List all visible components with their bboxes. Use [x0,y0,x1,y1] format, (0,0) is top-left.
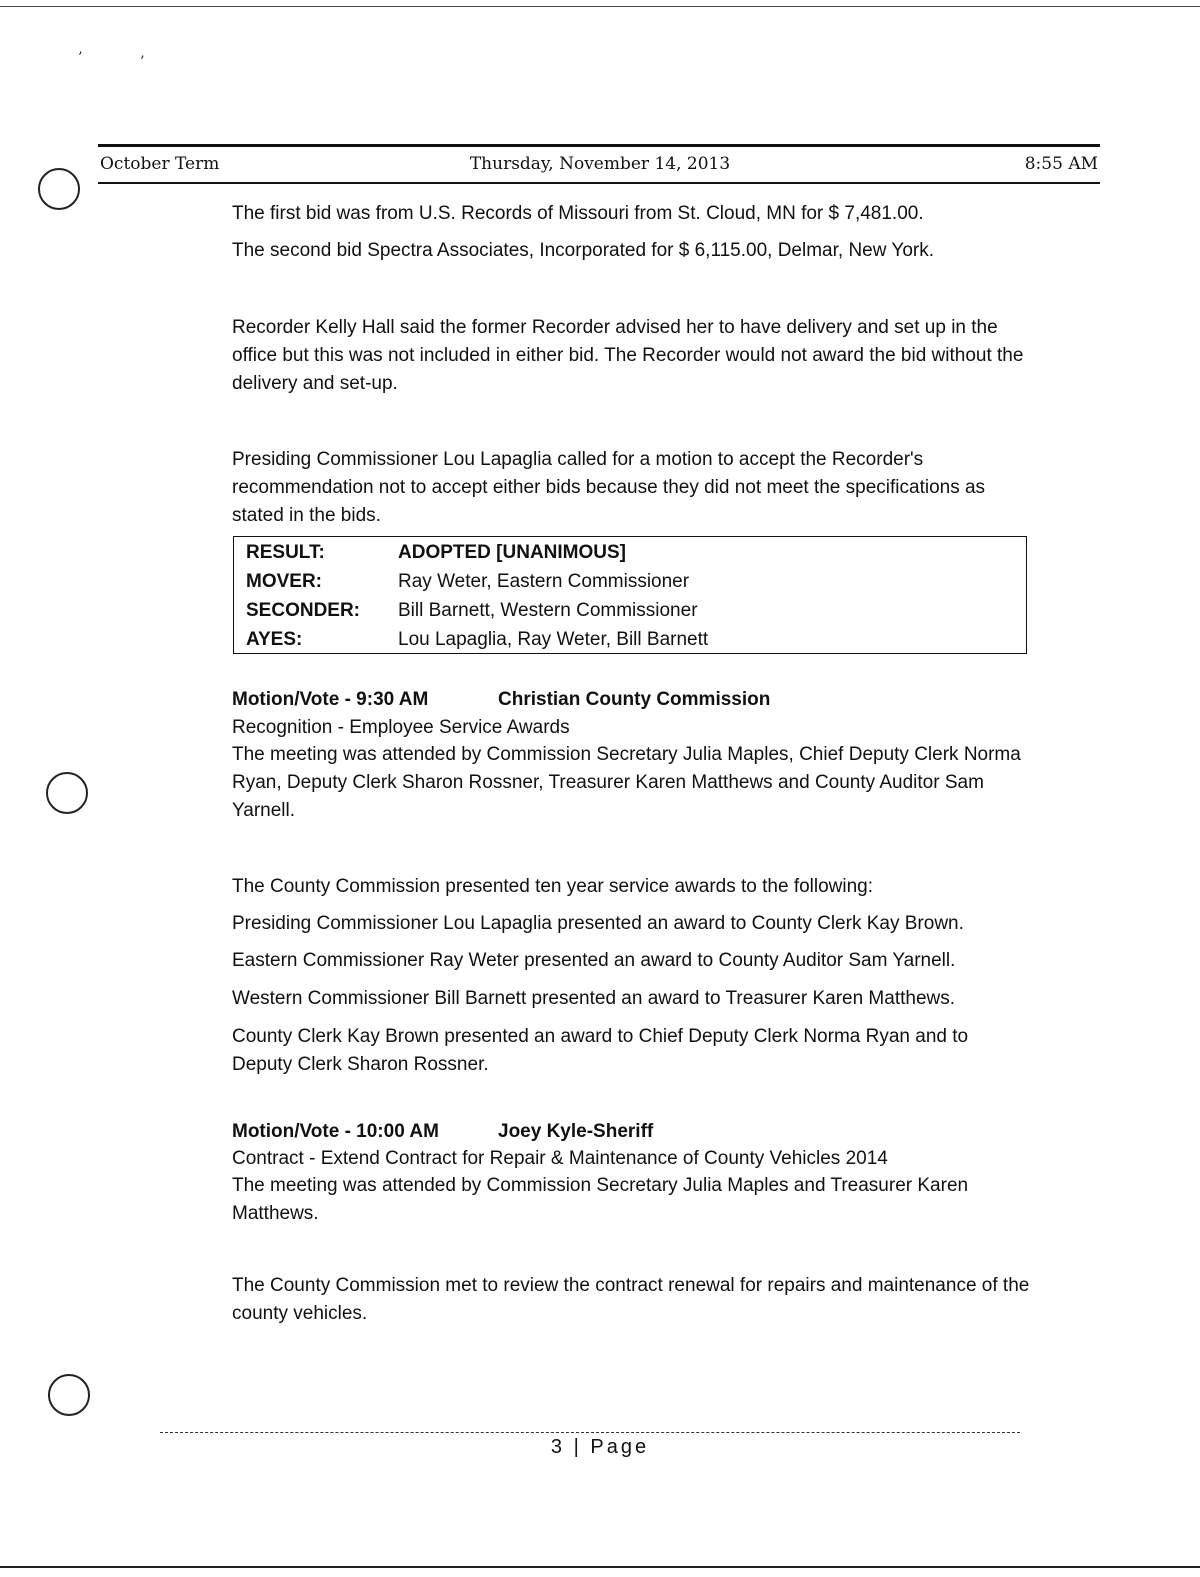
punch-hole [46,772,88,814]
punch-hole [38,168,80,210]
seconder-value: Bill Barnett, Western Commissioner [398,600,698,621]
awards-intro: The County Commission presented ten year service awards to the following: [232,876,874,897]
scan-mark: ’ [140,54,145,70]
header-term: October Term [100,154,220,174]
award-1: Presiding Commissioner Lou Lapaglia presented an award to County Clerk Kay Brown. [232,913,964,934]
section1-subject: Recognition - Employee Service Awards [232,717,570,738]
punch-hole [48,1374,90,1416]
award-2: Eastern Commissioner Ray Weter presented an award to County Auditor Sam Yarnell. [232,950,956,971]
section2-heading-time: Motion/Vote - 10:00 AM [232,1121,439,1142]
mover-label: MOVER: [246,571,322,592]
footer-rule [160,1432,1020,1433]
vote-result-box [233,536,1027,654]
section1-heading [232,686,771,714]
header-time: 8:55 AM [1024,154,1098,174]
header-rule-bottom [98,182,1100,184]
section1-attended: The meeting was attended by Commission Secretary Julia Maples, Chief Deputy Clerk Norma Ryan, Deputy Clerk Sharon Rossner, Treasurer Karen Matthews and County Auditor Sam Yarnell. [232,744,1021,821]
section2-subject: Contract - Extend Contract for Repair & Maintenance of County Vehicles 2014 [232,1148,888,1169]
section2-review: The County Commission met to review the contract renewal for repairs and maintenance of the county vehicles. [232,1275,1030,1324]
result-label: RESULT: [246,542,325,563]
page-top-edge [0,6,1200,7]
section2-attended: The meeting was attended by Commission Secretary Julia Maples and Treasurer Karen Matthews. [232,1175,969,1224]
ayes-label: AYES: [246,629,303,650]
page-bottom-edge [0,1566,1200,1568]
result-value: ADOPTED [UNANIMOUS] [398,542,626,563]
ayes-value: Lou Lapaglia, Ray Weter, Bill Barnett [398,629,709,650]
header-rule-top [98,144,1100,147]
section1-heading-who: Christian County Commission [498,689,771,710]
header-date: Thursday, November 14, 2013 [469,154,731,174]
section1-heading-time: Motion/Vote - 9:30 AM [232,689,429,710]
page-number: 3 | Page [550,1436,650,1458]
recorder-paragraph: Recorder Kelly Hall said the former Recorder advised her to have delivery and set up in the office but this was not included in either bid. The Recorder would not award the bid without the delivery and set-up. [232,317,1024,394]
section2-heading-who: Joey Kyle-Sheriff [498,1121,654,1142]
seconder-label: SECONDER: [246,600,361,621]
section2-heading [232,1118,654,1146]
first-bid: The first bid was from U.S. Records of Missouri from St. Cloud, MN for $ 7,481.00. [232,203,924,224]
second-bid: The second bid Spectra Associates, Incorporated for $ 6,115.00, Delmar, New York. [232,240,934,261]
scan-mark: ’ [78,50,83,66]
award-3: Western Commissioner Bill Barnett presented an award to Treasurer Karen Matthews. [232,988,956,1009]
motion-paragraph: Presiding Commissioner Lou Lapaglia called for a motion to accept the Recorder's recommendation not to accept either bids because they did not meet the specifications as stated in the bids. [232,449,986,526]
mover-value: Ray Weter, Eastern Commissioner [398,571,690,592]
award-4: County Clerk Kay Brown presented an award to Chief Deputy Clerk Norma Ryan and to Deputy Clerk Sharon Rossner. [232,1026,969,1075]
